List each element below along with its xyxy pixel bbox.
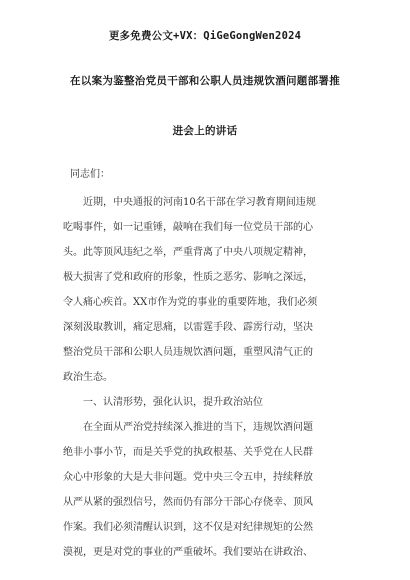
salutation: 同志们：	[70, 169, 110, 180]
body-line: 吃喝事件，如一记重锤，敲响在我们每一位党员干部的心	[63, 222, 313, 233]
body-line: 作案。我们必须清醒认识到，这不仅是对纪律规矩的公然	[63, 522, 313, 533]
section-heading: 一、认清形势，强化认识，提升政治站位	[63, 397, 263, 408]
body-line: 在全面从严治党持续深入推进的当下，违规饮酒问题	[63, 422, 313, 433]
body-line: 头。此等顶风违纪之举，严重背离了中央八项规定精神，	[63, 247, 313, 258]
body-line: 漠视，更是对党的事业的严重破坏。我们要站在讲政治、	[63, 547, 313, 558]
title-line-2: 进会上的讲话	[172, 125, 238, 137]
body-line: 令人痛心疾首。XX市作为党的事业的重要阵地，我们必须	[63, 297, 318, 308]
body-line: 从严从紧的强烈信号，然而仍有部分干部心存侥幸、顶风	[63, 497, 313, 508]
body-line: 深刻汲取教训，痛定思痛，以雷霆手段、霹雳行动，坚决	[63, 322, 313, 333]
body-line: 整治党员干部和公职人员违规饮酒问题，重塑风清气正的	[63, 347, 313, 358]
body-line: 近期，中央通报的河南10名干部在学习教育期间违规	[63, 197, 316, 208]
body-line: 绝非小事小节，而是关乎党的执政根基、关乎党在人民群	[63, 447, 313, 458]
body-line: 政治生态。	[63, 372, 113, 383]
promo-header: 更多免费公文+VX：QiGeGongWen2024	[108, 30, 302, 42]
title-line-1: 在以案为鉴整治党员干部和公职人员违规饮酒问题部署推	[70, 75, 340, 87]
body-line: 极大损害了党和政府的形象，性质之恶劣、影响之深远，	[63, 272, 313, 283]
body-line: 众心中形象的大是大非问题。党中央三令五申，持续释放	[63, 472, 313, 483]
